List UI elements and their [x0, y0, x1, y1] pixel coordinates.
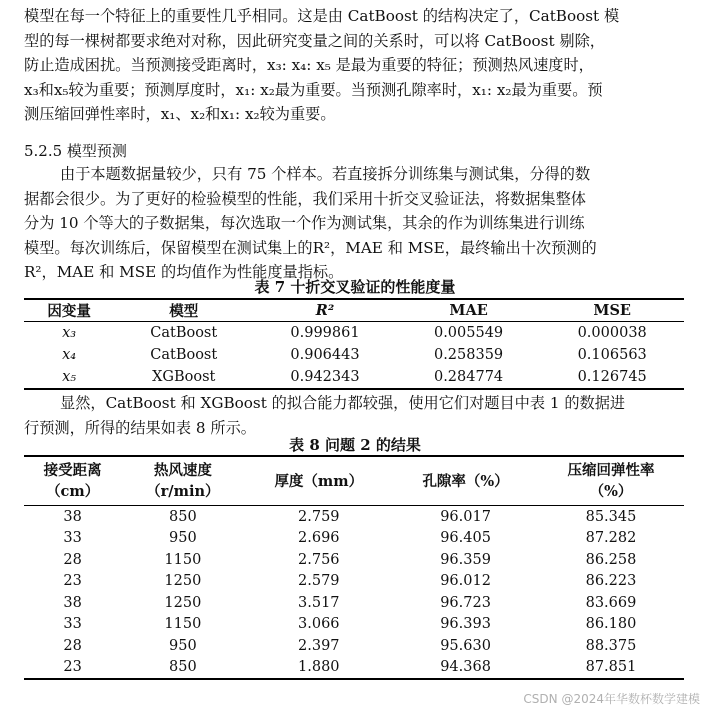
table8-header	[393, 456, 538, 506]
table-row	[24, 322, 684, 345]
table-cell: 85.345	[585, 508, 637, 525]
table-cell: 0.284774	[433, 369, 504, 385]
table-cell: 87.851	[585, 659, 637, 676]
table-cell: CatBoost	[150, 325, 218, 341]
intro-line: 防止造成困扰。当预测接受距离时，x₃: x₄: x₅ 是最为重要的特征；预测热风速度时，	[24, 56, 594, 74]
table-row	[24, 344, 684, 366]
table-cell: 0.258359	[433, 347, 504, 363]
table-cell: 96.405	[440, 530, 491, 547]
table-cell: x₄	[62, 347, 77, 363]
table-cell: 2.579	[298, 573, 340, 590]
table-cell: 0.906443	[290, 347, 360, 363]
intro-line: 型的每一棵树都要求绝对对称，因此研究变量之间的关系时，可以将 CatBoost 剔除，	[24, 31, 605, 50]
body-line: 据都会很少。为了更好的检验模型的性能，我们采用十折交叉验证法，将数据集整体	[24, 189, 586, 208]
table-cell: CatBoost	[150, 347, 218, 363]
table-cell: 1150	[164, 616, 202, 633]
table-cell: 96.723	[440, 594, 491, 611]
table-cell: 86.223	[585, 573, 637, 590]
table-cell: 1150	[164, 551, 202, 568]
table8	[24, 455, 684, 680]
table-row	[24, 366, 684, 389]
table7-header: MSE	[540, 299, 684, 322]
intro-line: 测压缩回弹性率时，x₁、x₂和x₁: x₂较为重要。	[24, 105, 336, 123]
middle-line: 行预测，所得的结果如表 8 所示。	[24, 418, 256, 437]
table8-header	[121, 456, 244, 506]
table-cell: 33	[63, 530, 82, 547]
table8-header-row	[24, 456, 684, 506]
table-cell: 0.999861	[290, 325, 360, 341]
table-cell: 950	[169, 530, 197, 547]
table-row	[24, 506, 684, 528]
table-cell: 0.005549	[433, 325, 504, 341]
table7-header: R²	[253, 299, 397, 322]
table-row	[24, 549, 684, 571]
middle-line: 显然，CatBoost 和 XGBoost 的拟合能力都较强，使用它们对题目中表 1 的数据进	[60, 394, 626, 412]
table-cell: 1250	[164, 573, 202, 590]
table-cell: 86.180	[585, 616, 637, 633]
table8-header-line: （r/min）	[146, 483, 220, 500]
table8-header	[24, 456, 121, 506]
table7-header: 因变量	[24, 299, 114, 322]
table-cell: 86.258	[585, 551, 637, 568]
table8-header-line: 厚度（mm）	[274, 472, 364, 490]
table-cell: 96.017	[440, 508, 491, 525]
table-cell: 2.696	[298, 530, 340, 547]
table-cell: XGBoost	[152, 369, 216, 385]
table-cell: 0.106563	[577, 347, 647, 363]
table-cell: 38	[63, 508, 82, 525]
table-cell: 850	[169, 508, 197, 525]
table-cell: 2.397	[298, 637, 340, 654]
table8-header-line: （cm）	[46, 483, 100, 500]
section-title: 5.2.5 模型预测	[24, 142, 127, 160]
table-cell: 3.517	[298, 594, 340, 611]
table-cell: 2.759	[298, 508, 340, 525]
table-cell: 1.880	[298, 659, 340, 676]
table7	[24, 298, 684, 390]
table8-header-line: 接受距离	[43, 462, 102, 479]
table-row	[24, 592, 684, 614]
table-cell: 88.375	[585, 637, 637, 654]
table-cell: x₃	[62, 325, 77, 341]
table-row	[24, 635, 684, 657]
table-cell: 94.368	[440, 659, 491, 676]
table8-header-line: 热风速度	[153, 462, 212, 479]
table-cell: 0.126745	[577, 369, 647, 385]
table-cell: 23	[63, 573, 82, 590]
body-line: 模型。每次训练后，保留模型在测试集上的R²，MAE 和 MSE，最终输出十次预测的	[24, 238, 597, 257]
table8-header-line: （%）	[589, 483, 633, 500]
table7-header: 模型	[114, 299, 253, 322]
table7-header: MAE	[397, 299, 541, 322]
table-cell: 3.066	[298, 616, 340, 633]
intro-line: x₃和x₅较为重要；预测厚度时，x₁: x₂最为重要。当预测孔隙率时，x₁: x₂最为重要。预	[24, 80, 603, 99]
table-cell: 1250	[164, 594, 202, 611]
body-line: R²，MAE 和 MSE 的均值作为性能度量指标。	[24, 263, 344, 281]
table-cell: 33	[63, 616, 82, 633]
table-cell: 28	[63, 637, 82, 654]
watermark: CSDN @2024年华数杯数学建模	[523, 692, 700, 706]
table-row	[24, 571, 684, 593]
table-cell: x₅	[62, 369, 77, 385]
table-cell: 850	[169, 659, 197, 676]
table-cell: 96.012	[440, 573, 491, 590]
table-cell: 95.630	[440, 637, 491, 654]
table-cell: 950	[169, 637, 197, 654]
table-row	[24, 614, 684, 636]
body-line: 由于本题数据量较少，只有 75 个样本。若直接拆分训练集与测试集，分得的数	[60, 165, 591, 183]
middle-paragraph	[24, 391, 684, 440]
table7-caption: 表 7 十折交叉验证的性能度量	[254, 278, 456, 296]
table-cell: 87.282	[585, 530, 637, 547]
body-paragraph	[24, 162, 684, 285]
table-row	[24, 528, 684, 550]
table-row	[24, 657, 684, 680]
table-cell: 38	[63, 594, 82, 611]
table-cell: 28	[63, 551, 82, 568]
table8-header	[244, 456, 393, 506]
table-cell: 0.942343	[290, 369, 360, 385]
table8-header-line: 孔隙率（%）	[422, 472, 509, 490]
table7-header-row	[24, 299, 684, 322]
table-cell: 0.000038	[577, 325, 647, 341]
table8-header-line: 压缩回弹性率	[567, 462, 655, 479]
table-cell: 96.359	[440, 551, 491, 568]
table8-header	[538, 456, 684, 506]
table-cell: 2.756	[298, 551, 340, 568]
intro-paragraph	[24, 4, 684, 127]
intro-line: 模型在每一个特征上的重要性几乎相同。这是由 CatBoost 的结构决定了，CatBoost 模	[24, 7, 620, 25]
body-line: 分为 10 个等大的子数据集，每次选取一个作为测试集，其余的作为训练集进行训练	[24, 214, 585, 232]
table-cell: 96.393	[440, 616, 491, 633]
table-cell: 83.669	[585, 594, 637, 611]
table8-caption: 表 8 问题 2 的结果	[289, 436, 421, 454]
table-cell: 23	[63, 659, 82, 676]
